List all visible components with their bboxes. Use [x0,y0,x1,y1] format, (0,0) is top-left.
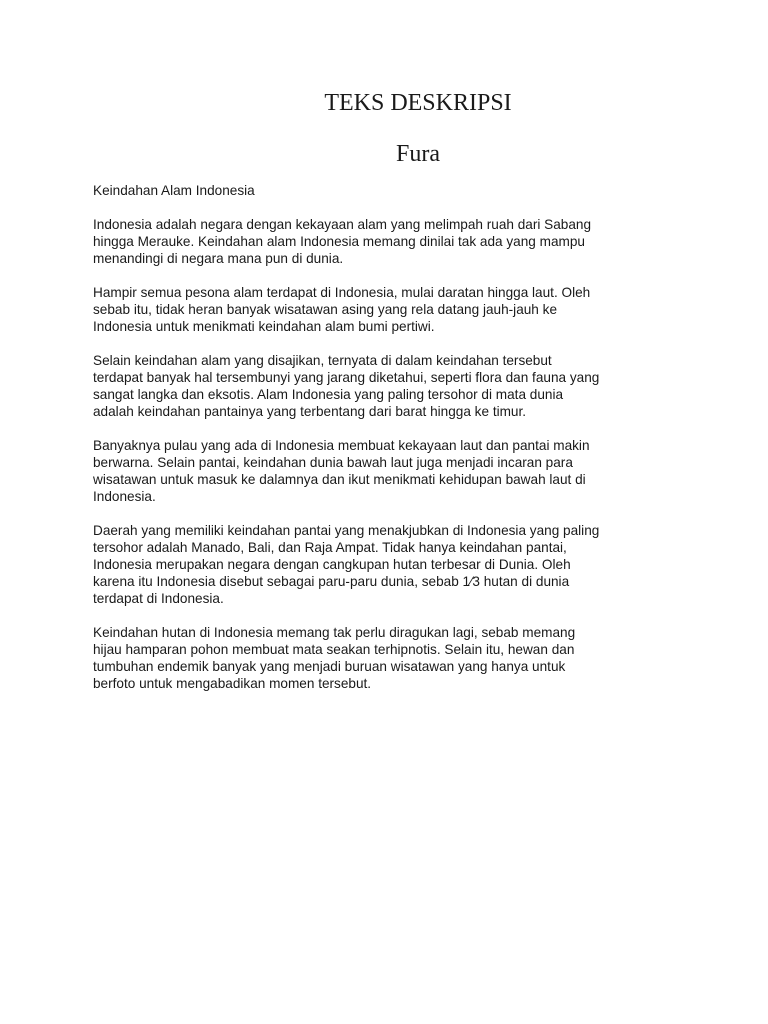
paragraph-2 [93,284,683,335]
paragraph-line: Banyaknya pulau yang ada di Indonesia membuat kekayaan laut dan pantai makin [93,438,590,453]
paragraph-line: karena itu Indonesia disebut sebagai paru-paru dunia, sebab 1⁄3 hutan di dunia [93,574,570,589]
paragraph-6 [93,624,683,692]
paragraph-line: tersohor adalah Manado, Bali, dan Raja Ampat. Tidak hanya keindahan pantai, [93,540,567,555]
paragraph-1 [93,216,683,267]
paragraph-line: tumbuhan endemik banyak yang menjadi buruan wisatawan yang hanya untuk [93,659,566,674]
paragraph-3 [93,352,683,420]
paragraph-line: berwarna. Selain pantai, keindahan dunia bawah laut juga menjadi incaran para [93,455,573,470]
paragraph-line: Indonesia merupakan negara dengan cangkupan hutan terbesar di Dunia. Oleh [93,557,571,572]
paragraph-line: terdapat di Indonesia. [93,591,224,606]
paragraph-5 [93,522,683,607]
paragraph-line: hijau hamparan pohon membuat mata seakan terhipnotis. Selain itu, hewan dan [93,642,575,657]
document-subtitle: Fura [396,141,440,167]
section-heading: Keindahan Alam Indonesia [93,183,255,198]
paragraph-line: Daerah yang memiliki keindahan pantai yang menakjubkan di Indonesia yang paling [93,523,600,538]
paragraph-line: Indonesia adalah negara dengan kekayaan alam yang melimpah ruah dari Sabang [93,217,592,232]
paragraph-line: berfoto untuk mengabadikan momen tersebut. [93,676,372,691]
paragraph-line: wisatawan untuk masuk ke dalamnya dan ikut menikmati kehidupan bawah laut di [93,472,586,487]
paragraph-line: adalah keindahan pantainya yang terbentang dari barat hingga ke timur. [93,404,527,419]
paragraph-line: terdapat banyak hal tersembunyi yang jarang diketahui, seperti flora dan fauna yang [93,370,600,385]
paragraph-line: Keindahan hutan di Indonesia memang tak perlu diragukan lagi, sebab memang [93,625,576,640]
paragraph-line: Hampir semua pesona alam terdapat di Indonesia, mulai daratan hingga laut. Oleh [93,285,591,300]
paragraph-line: hingga Merauke. Keindahan alam Indonesia memang dinilai tak ada yang mampu [93,234,585,249]
document-title: TEKS DESKRIPSI [324,90,512,116]
paragraph-line: menandingi di negara mana pun di dunia. [93,251,344,266]
paragraph-line: sebab itu, tidak heran banyak wisatawan asing yang rela datang jauh-jauh ke [93,302,558,317]
document-body [93,182,683,709]
paragraph-4 [93,437,683,505]
paragraph-line: sangat langka dan eksotis. Alam Indonesia yang paling tersohor di mata dunia [93,387,564,402]
paragraph-line: Indonesia untuk menikmati keindahan alam bumi pertiwi. [93,319,435,334]
paragraph-line: Selain keindahan alam yang disajikan, ternyata di dalam keindahan tersebut [93,353,552,368]
paragraph-line: Indonesia. [93,489,156,504]
